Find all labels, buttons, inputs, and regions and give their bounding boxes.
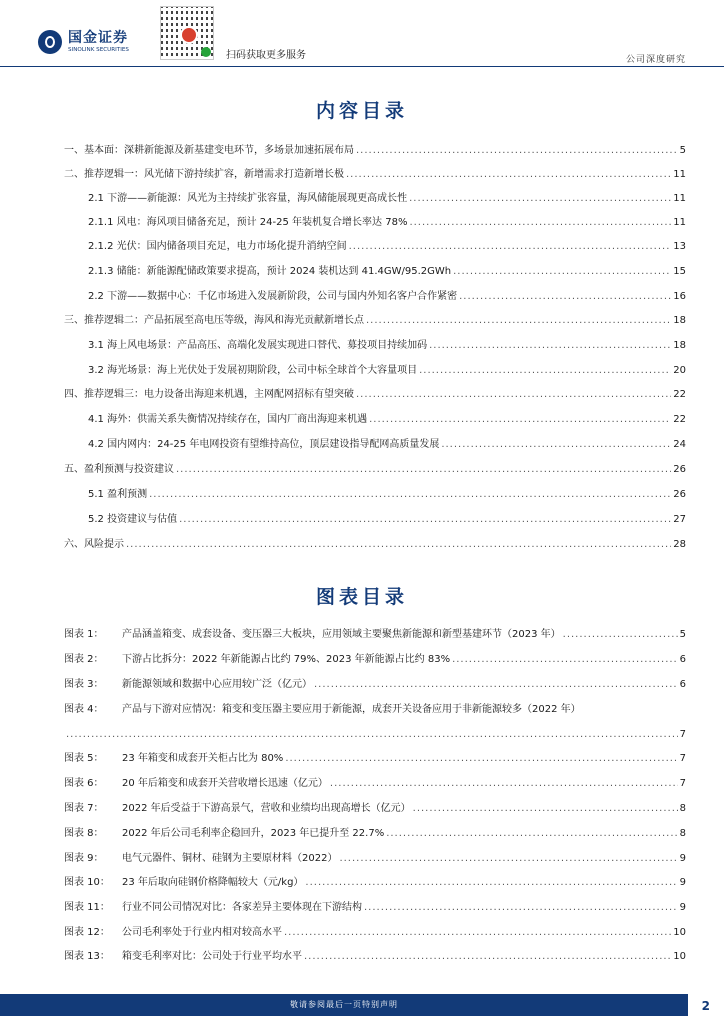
footer-disclaimer: 敬请参阅最后一页特别声明 bbox=[0, 994, 688, 1016]
qr-center-logo-icon bbox=[180, 26, 198, 44]
figure-entry[interactable]: 图表 2： 下游占比拆分：2022 年新能源占比约 79%、2023 年新能源占比约 83% ..... 6 bbox=[64, 653, 686, 666]
page-number: 2 bbox=[701, 999, 710, 1013]
toc-entry[interactable]: 五、盈利预测与投资建议 ..... 26 bbox=[64, 463, 686, 476]
figure-entry[interactable]: 图表 7： 2022 年后受益于下游高景气，营收和业绩均出现高增长（亿元） ..... 8 bbox=[64, 802, 686, 815]
figure-entry[interactable]: 图表 5： 23 年箱变和成套开关柜占比为 80% ..... 7 bbox=[64, 752, 686, 765]
figure-entry[interactable]: 图表 13： 箱变毛利率对比：公司处于行业平均水平 ..... 10 bbox=[64, 950, 686, 963]
figures-title: 图表目录 bbox=[315, 586, 408, 608]
toc-entry[interactable]: 三、推荐逻辑二：产品拓展至高电压等级，海风和海光贡献新增长点 ..... 18 bbox=[64, 314, 686, 327]
toc-entry[interactable]: 4.2 国内网内：24-25 年电网投资有望维持高位，顶层建设指导配网高质量发展 ..... 24 bbox=[88, 438, 686, 451]
toc-entry[interactable]: 六、风险提示 ..... 28 bbox=[64, 538, 686, 551]
toc-entry[interactable]: 2.1.3 储能：新能源配储政策要求提高，预计 2024 装机达到 41.4GW/95.2GWh ..... 15 bbox=[88, 265, 686, 278]
toc-entry[interactable]: 4.1 海外：供需关系失衡情况持续存在，国内厂商出海迎来机遇 ..... 22 bbox=[88, 413, 686, 426]
toc-entry[interactable]: 2.1.2 光伏：国内储备项目充足，电力市场化提升消纳空间 ..... 13 bbox=[88, 240, 686, 253]
page-footer bbox=[0, 994, 724, 1024]
figure-entry[interactable]: 图表 4： 产品与下游对应情况：箱变和变压器主要应用于新能源，成套开关设备应用于非新能源较多（2022 年） bbox=[64, 704, 581, 715]
toc-entry[interactable]: 5.2 投资建议与估值 ..... 27 bbox=[88, 513, 686, 526]
figure-entry[interactable]: 图表 9： 电气元器件、铜材、硅钢为主要原材料（2022） ..... 9 bbox=[64, 852, 686, 865]
toc-entry[interactable]: 2.1.1 风电：海风项目储备充足，预计 24-25 年装机复合增长率达 78% ..... 11 bbox=[88, 216, 686, 229]
toc-entry[interactable]: 2.1 下游——新能源：风光为主持续扩张容量，海风储能展现更高成长性 ..... 11 bbox=[88, 192, 686, 205]
figure-entry[interactable]: 图表 11： 行业不同公司情况对比：各家差异主要体现在下游结构 ..... 9 bbox=[64, 901, 686, 914]
report-type-label: 公司深度研究 bbox=[625, 55, 686, 65]
figure-entry[interactable]: 图表 12： 公司毛利率处于行业内相对较高水平 ..... 10 bbox=[64, 926, 686, 939]
toc-entry[interactable]: 3.1 海上风电场景：产品高压、高端化发展实现进口替代、募投项目持续加码 ..... 18 bbox=[88, 339, 686, 352]
toc-entry[interactable]: 四、推荐逻辑三：电力设备出海迎来机遇，主网配网招标有望突破 ..... 22 bbox=[64, 388, 686, 401]
page-header bbox=[0, 0, 724, 72]
scan-prompt: 扫码获取更多服务 bbox=[226, 50, 306, 61]
figure-entry[interactable]: 图表 10： 23 年后取向硅钢价格降幅较大（元/kg） ..... 9 bbox=[64, 876, 686, 889]
logo-english-name: SINOLINK SECURITIES bbox=[68, 46, 129, 53]
figure-entry[interactable]: 图表 8： 2022 年后公司毛利率企稳回升，2023 年已提升至 22.7% ..... 8 bbox=[64, 827, 686, 840]
logo-chinese-name: 国金证券 bbox=[68, 29, 128, 46]
toc-entry[interactable]: 5.1 盈利预测 ..... 26 bbox=[88, 488, 686, 501]
company-logo bbox=[38, 30, 129, 54]
figure-entry-continuation[interactable]: ..... 7 bbox=[64, 728, 686, 741]
figure-entry[interactable]: 图表 1： 产品涵盖箱变、成套设备、变压器三大板块，应用领域主要聚焦新能源和新型基建环节（2023 年） ..... 5 bbox=[64, 628, 686, 641]
toc-entry[interactable]: 3.2 海光场景：海上光伏处于发展初期阶段，公司中标全球首个大容量项目 ..... 20 bbox=[88, 364, 686, 377]
figure-entry[interactable]: 图表 6： 20 年后箱变和成套开关营收增长迅速（亿元） ..... 7 bbox=[64, 777, 686, 790]
toc-entry[interactable]: 2.2 下游——数据中心：千亿市场进入发展新阶段，公司与国内外知名客户合作紧密 ..... 16 bbox=[88, 290, 686, 303]
toc-entry[interactable]: 一、基本面：深耕新能源及新基建变电环节，多场景加速拓展布局 ..... 5 bbox=[64, 144, 686, 157]
toc-entry[interactable]: 二、推荐逻辑一：风光储下游持续扩容，新增需求打造新增长极 ..... 11 bbox=[64, 168, 686, 181]
toc-title: 内容目录 bbox=[315, 100, 408, 122]
wechat-icon bbox=[201, 47, 211, 57]
sinolink-logo-icon bbox=[38, 30, 62, 54]
header-divider bbox=[0, 66, 724, 67]
qr-code[interactable] bbox=[160, 6, 214, 60]
figure-entry[interactable]: 图表 3： 新能源领域和数据中心应用较广泛（亿元） ..... 6 bbox=[64, 678, 686, 691]
